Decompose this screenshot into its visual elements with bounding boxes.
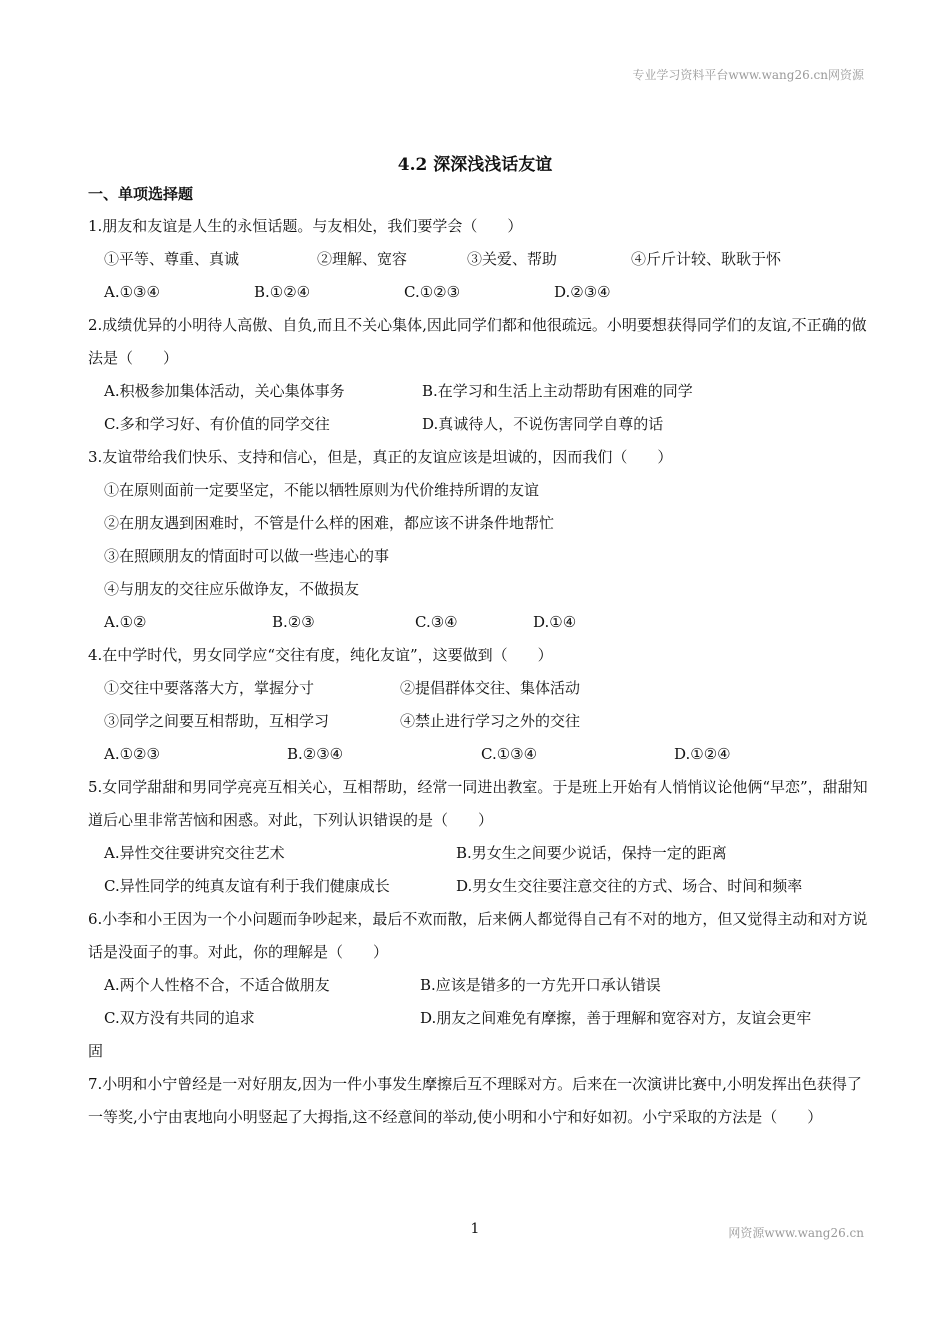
option: D.①②④ bbox=[674, 745, 731, 763]
question-5-options-row1 bbox=[88, 837, 868, 870]
question-4-stem: 4.在中学时代，男女同学应“交往有度，纯化友谊”，这要做到（ ） bbox=[88, 646, 553, 664]
question-6-options-row1 bbox=[88, 969, 868, 1002]
statement: ②理解、宽容 bbox=[317, 250, 408, 268]
option: A.①② bbox=[104, 613, 147, 631]
option: D.②③④ bbox=[554, 283, 611, 301]
question-1-options bbox=[88, 276, 868, 309]
question-6-stem: 6.小李和小王因为一个小问题而争吵起来，最后不欢而散，后来俩人都觉得自己有不对的地方，但又觉得主动和对方说话是没面子的事。对此，你的理解是（ ） bbox=[88, 910, 868, 961]
option: C.双方没有共同的追求 bbox=[104, 1009, 255, 1027]
question-4-statements-row1 bbox=[88, 672, 868, 705]
question-6-options-row2 bbox=[88, 1002, 868, 1035]
header-watermark: 专业学习资料平台www.wang26.cn网资源 bbox=[632, 68, 864, 82]
question-5-options-row2 bbox=[88, 870, 868, 903]
question-7-stem: 7.小明和小宁曾经是一对好朋友,因为一件小事发生摩擦后互不理睬对方。后来在一次演讲比赛中,小明发挥出色获得了一等奖,小宁由衷地向小明竖起了大拇指,这不经意间的举动,使小明和小宁和好如初。小宁采取的方法是（ ） bbox=[88, 1075, 862, 1126]
statement: ④斤斤计较、耿耿于怀 bbox=[631, 250, 782, 268]
statement: ③关爱、帮助 bbox=[467, 250, 558, 268]
statement: ③同学之间要互相帮助，互相学习 bbox=[104, 712, 330, 730]
statement: ②在朋友遇到困难时，不管是什么样的困难，都应该不讲条件地帮忙 bbox=[104, 514, 555, 532]
option: C.①③④ bbox=[481, 745, 538, 763]
statement: ③在照顾朋友的情面时可以做一些违心的事 bbox=[104, 547, 390, 565]
option: A.异性交往要讲究交往艺术 bbox=[104, 844, 285, 862]
option: A.两个人性格不合，不适合做朋友 bbox=[104, 976, 330, 994]
question-4-options bbox=[88, 738, 868, 771]
question-5-stem: 5.女同学甜甜和男同学亮亮互相关心，互相帮助，经常一同进出教室。于是班上开始有人悄悄议论他俩“早恋”，甜甜知道后心里非常苦恼和困惑。对此，下列认识错误的是（ ） bbox=[88, 778, 868, 829]
option: A.①③④ bbox=[104, 283, 160, 301]
option: A.积极参加集体活动，关心集体事务 bbox=[104, 382, 345, 400]
page-title: 4.2 深深浅浅话友谊 bbox=[397, 155, 553, 175]
option: B.②③④ bbox=[287, 745, 344, 763]
option: C.①②③ bbox=[404, 283, 461, 301]
option: B.②③ bbox=[272, 613, 315, 631]
option: C.异性同学的纯真友谊有利于我们健康成长 bbox=[104, 877, 390, 895]
question-4-statements-row2 bbox=[88, 705, 868, 738]
option: D.①④ bbox=[533, 613, 577, 631]
question-3-options bbox=[88, 606, 868, 639]
question-3-stem: 3.友谊带给我们快乐、支持和信心，但是，真正的友谊应该是坦诚的，因而我们（ ） bbox=[88, 448, 673, 466]
question-1-stem: 1.朋友和友谊是人生的永恒话题。与友相处，我们要学会（ ） bbox=[88, 217, 523, 235]
statement: ①在原则面前一定要坚定，不能以牺牲原则为代价维持所谓的友谊 bbox=[104, 481, 540, 499]
question-list bbox=[88, 210, 868, 1134]
question-2-stem: 2.成绩优异的小明待人高傲、自负,而且不关心集体,因此同学们都和他很疏远。小明要想获得同学们的友谊,不正确的做法是（ ） bbox=[88, 316, 867, 367]
option: C.③④ bbox=[415, 613, 458, 631]
question-2-options-row2 bbox=[88, 408, 868, 441]
statement: ④与朋友的交往应乐做诤友，不做损友 bbox=[104, 580, 360, 598]
option: B.在学习和生活上主动帮助有困难的同学 bbox=[422, 382, 693, 400]
option: B.①②④ bbox=[254, 283, 311, 301]
footer-watermark: 网资源www.wang26.cn bbox=[728, 1226, 864, 1240]
question-6-option-continuation: 固 bbox=[88, 1042, 104, 1060]
statement: ②提倡群体交往、集体活动 bbox=[400, 679, 581, 697]
question-1-statements bbox=[88, 243, 868, 276]
statement: ①交往中要落落大方，掌握分寸 bbox=[104, 679, 315, 697]
option: B.应该是错多的一方先开口承认错误 bbox=[420, 976, 661, 994]
option: C.多和学习好、有价值的同学交往 bbox=[104, 415, 330, 433]
option: B.男女生之间要少说话，保持一定的距离 bbox=[456, 844, 727, 862]
option: D.男女生交往要注意交往的方式、场合、时间和频率 bbox=[456, 877, 803, 895]
section-heading: 一、单项选择题 bbox=[88, 185, 194, 203]
option: D.真诚待人，不说伤害同学自尊的话 bbox=[422, 415, 664, 433]
question-2-options-row1 bbox=[88, 375, 868, 408]
statement: ④禁止进行学习之外的交往 bbox=[400, 712, 581, 730]
page-number: 1 bbox=[470, 1221, 480, 1237]
statement: ①平等、尊重、真诚 bbox=[104, 250, 240, 268]
option: A.①②③ bbox=[104, 745, 160, 763]
option: D.朋友之间难免有摩擦，善于理解和宽容对方，友谊会更牢 bbox=[420, 1009, 812, 1027]
